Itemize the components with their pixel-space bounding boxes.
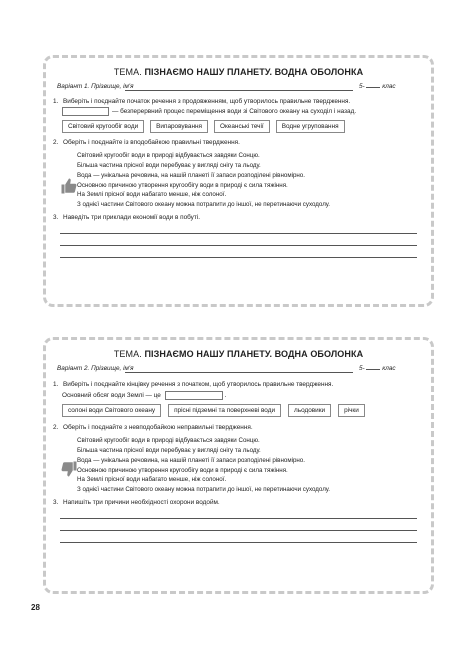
statements-list: [63, 436, 431, 495]
thumbs-up-icon[interactable]: [60, 177, 78, 195]
option-card[interactable]: Океанські течії: [214, 120, 270, 133]
statement[interactable]: Вода — унікальна речовина, на нашій планеті її запаси розподілені рівномірно.: [77, 171, 305, 179]
question-2: [53, 423, 425, 432]
page-number: 28: [31, 603, 40, 612]
class-suffix: клас: [382, 365, 396, 372]
statement[interactable]: Більша частина прісної води перебуває у вигляді снігу та льоду.: [77, 161, 261, 169]
variant-label: Варіант 1. Прізвище, ім'я: [57, 83, 134, 90]
answer-line[interactable]: [60, 246, 417, 258]
title-prefix: ТЕМА.: [113, 349, 142, 359]
name-write-line[interactable]: [125, 90, 353, 91]
title-topic: ПІЗНАЄМО НАШУ ПЛАНЕТУ. ВОДНА ОБОЛОНКА: [144, 67, 364, 77]
question-number: 1.: [53, 98, 59, 105]
answer-options: [62, 404, 431, 417]
class-write-line[interactable]: [366, 87, 380, 88]
statement[interactable]: Світовий кругообіг води в природі відбувається завдяки Сонцю.: [77, 152, 260, 160]
question-1: [53, 97, 425, 106]
answer-line[interactable]: [60, 507, 417, 519]
option-card[interactable]: річки: [338, 404, 365, 417]
statement[interactable]: Світовий кругообіг води в природі відбувається завдяки Сонцю.: [77, 437, 260, 445]
class-prefix: 5-: [359, 83, 365, 90]
answer-line[interactable]: [60, 531, 417, 543]
question-3: [53, 213, 425, 222]
option-card[interactable]: Світовий кругообіг води: [62, 120, 144, 133]
variant-header: [57, 365, 431, 374]
option-card[interactable]: прісні підземні та поверхневі води: [168, 404, 281, 417]
statement[interactable]: З однієї частини Світового океану можна потрапити до іншої, не перетинаючи суходолу.: [77, 201, 330, 209]
question-number: 1.: [53, 381, 59, 388]
answer-blank[interactable]: [62, 107, 109, 116]
statement[interactable]: На Землі прісної води набагато менше, ніж солоної.: [77, 476, 227, 484]
statement[interactable]: Більша частина прісної води перебуває у вигляді снігу та льоду.: [77, 446, 261, 454]
variant-header: [57, 83, 431, 92]
question-number: 2.: [53, 139, 59, 147]
statements-list: [63, 151, 431, 210]
worksheet-title: [46, 67, 431, 77]
question-text: Напишіть три причини необхідності охорони водойм.: [63, 498, 220, 506]
question-text: Виберіть і поєднайте кінцівку речення з початком, щоб утворилось правильне твердження.: [63, 381, 334, 388]
option-card[interactable]: льодовики: [288, 404, 331, 417]
thumbs-down-icon[interactable]: [60, 460, 78, 478]
variant-label: Варіант 2. Прізвище, ім'я: [57, 365, 134, 372]
sentence-text: — безперервний процес переміщення води зі Світового океану на суходіл і назад.: [112, 108, 357, 116]
statement[interactable]: Основною причиною утворення кругообігу води в природі є сила тяжіння.: [77, 466, 288, 474]
worksheet-variant-1: [43, 55, 434, 307]
class-write-line[interactable]: [366, 369, 380, 370]
name-write-line[interactable]: [125, 372, 353, 373]
question-text: Виберіть і поєднайте початок речення з продовженням, щоб утворилось правильне твердження.: [63, 98, 351, 105]
class-field: [359, 365, 396, 372]
sentence-with-blank: [62, 107, 431, 117]
answer-blank[interactable]: [165, 391, 223, 400]
question-1: [53, 380, 425, 389]
question-number: 2.: [53, 424, 59, 432]
option-card[interactable]: солоні води Світового океану: [62, 404, 161, 417]
sentence-with-blank: [62, 391, 431, 401]
sentence-end: .: [224, 392, 227, 400]
answer-line[interactable]: [60, 222, 417, 234]
class-field: [359, 83, 396, 90]
sentence-text: Основний обсяг води Землі — це: [62, 392, 161, 400]
class-suffix: клас: [382, 83, 396, 90]
worksheet-title: [46, 349, 431, 359]
worksheet-variant-2: [43, 337, 434, 594]
statement[interactable]: З однієї частини Світового океану можна потрапити до іншої, не перетинаючи суходолу.: [77, 486, 330, 494]
statement[interactable]: Основною причиною утворення кругообігу води в природі є сила тяжіння.: [77, 181, 288, 189]
statement[interactable]: На Землі прісної води набагато менше, ніж солоної.: [77, 191, 227, 199]
answer-line[interactable]: [60, 519, 417, 531]
question-2: [53, 138, 425, 147]
option-card[interactable]: Випаровування: [150, 120, 208, 133]
question-text: Наведіть три приклади економії води в побуті.: [63, 213, 200, 221]
answer-line[interactable]: [60, 234, 417, 246]
answer-options: [62, 120, 431, 133]
question-text: Оберіть і поєднайте з невподобайкою неправильні твердження.: [63, 424, 253, 432]
title-topic: ПІЗНАЄМО НАШУ ПЛАНЕТУ. ВОДНА ОБОЛОНКА: [144, 349, 364, 359]
statement[interactable]: Вода — унікальна речовина, на нашій планеті її запаси розподілені рівномірно.: [77, 456, 305, 464]
question-text: Оберіть і поєднайте із вподобайкою правильні твердження.: [63, 139, 240, 147]
question-number: 3.: [53, 213, 59, 221]
option-card[interactable]: Водне угруповання: [276, 120, 345, 133]
title-prefix: ТЕМА.: [113, 67, 142, 77]
class-prefix: 5-: [359, 365, 365, 372]
question-3: [53, 498, 425, 507]
question-number: 3.: [53, 498, 59, 506]
